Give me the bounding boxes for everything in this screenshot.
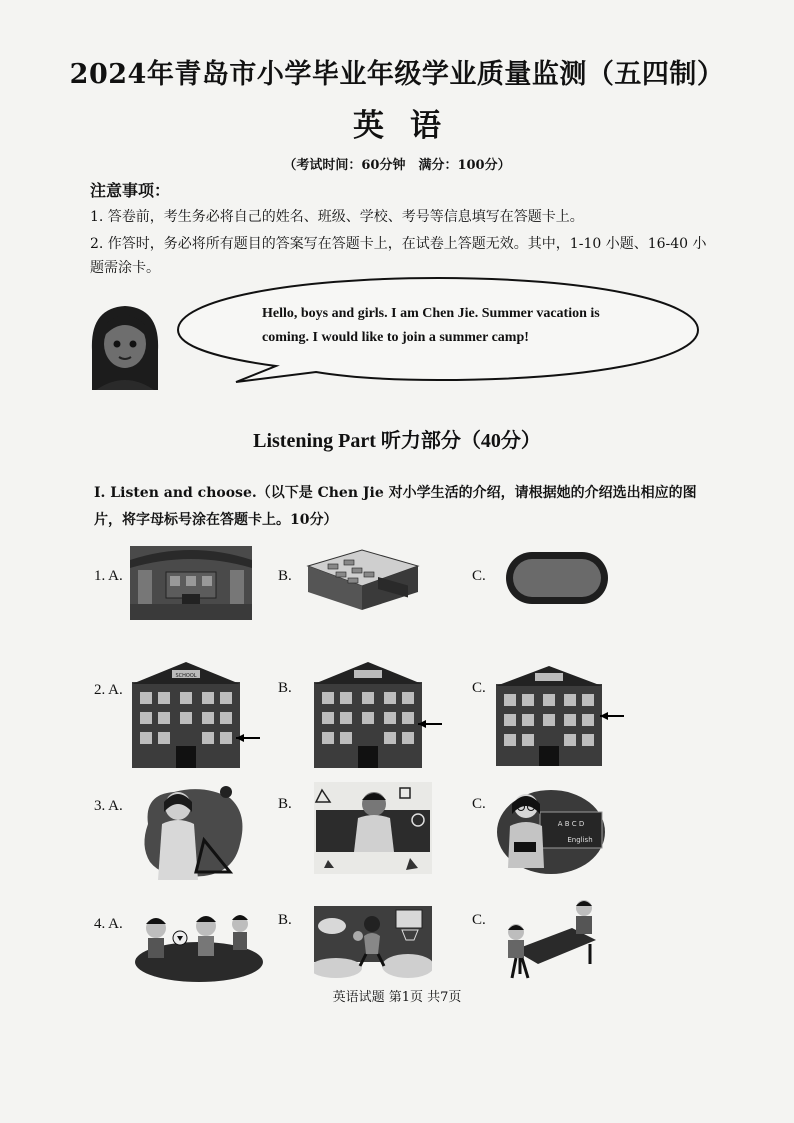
question-2-option-b-label: B. — [278, 680, 292, 696]
question-4-option-c-label: C. — [472, 912, 486, 928]
math-teacher-image — [134, 784, 248, 880]
blackboard-word: English — [567, 836, 593, 844]
notes-heading: 注意事项： — [90, 181, 171, 200]
classroom-image — [298, 546, 426, 612]
question-3-option-b-label: B. — [278, 796, 292, 812]
speech-text: Hello, boys and girls. I am Chen Jie. Summer vacation is coming. I would like to join a summer camp! — [262, 306, 600, 345]
question-3-label: 3. A. — [94, 798, 123, 814]
listening-instruction: I. Listen and choose.（以下是 Chen Jie 对小学生活的介绍，请根据她的介绍选出相应的图片，将字母标号涂在答题卡上。10分） — [94, 485, 697, 528]
science-teacher-image — [314, 782, 432, 874]
question-2-label: 2. A. — [94, 682, 123, 698]
note-item-2: 2. 作答时，务必将所有题目的答案写在答题卡上，在试卷上答题无效。其中，1-10 小题、16-40 小题需涂卡。 — [90, 236, 707, 276]
exam-title: 2024年青岛市小学毕业年级学业质量监测（五四制） — [69, 59, 725, 90]
question-1-label: 1. A. — [94, 568, 123, 584]
school-building-arrow-middle-image — [314, 662, 444, 768]
chen-jie-portrait-image — [88, 300, 162, 390]
listening-part-heading: Listening Part 听力部分（40分） — [253, 430, 541, 452]
blackboard-letters: A B C D — [557, 820, 585, 828]
children-playing-ping-pong-image — [500, 898, 604, 984]
question-1-option-c-label: C. — [472, 568, 486, 584]
school-sign-text: SCHOOL — [175, 673, 197, 679]
question-1-option-b-label: B. — [278, 568, 292, 584]
note-item-1: 1. 答卷前，考生务必将自己的姓名、班级、学校、考号等信息填写在答题卡上。 — [90, 209, 584, 225]
rounded-tray-image — [504, 550, 610, 606]
page-footer: 英语试题 第1页 共7页 — [332, 990, 462, 1005]
question-4-label: 4. A. — [94, 916, 123, 932]
hall-image — [130, 546, 252, 620]
school-building-arrow-lower-image — [132, 662, 262, 768]
question-2-option-c-label: C. — [472, 680, 486, 696]
exam-info: （考试时间：60分钟 满分：100分） — [283, 158, 511, 173]
question-3-option-c-label: C. — [472, 796, 486, 812]
school-building-arrow-upper-image — [496, 666, 626, 766]
question-4-option-b-label: B. — [278, 912, 292, 928]
english-teacher-image — [496, 784, 606, 874]
subject-title: 英语 — [353, 108, 467, 144]
children-playing-football-image — [134, 910, 264, 982]
girl-playing-basketball-image — [314, 906, 432, 978]
